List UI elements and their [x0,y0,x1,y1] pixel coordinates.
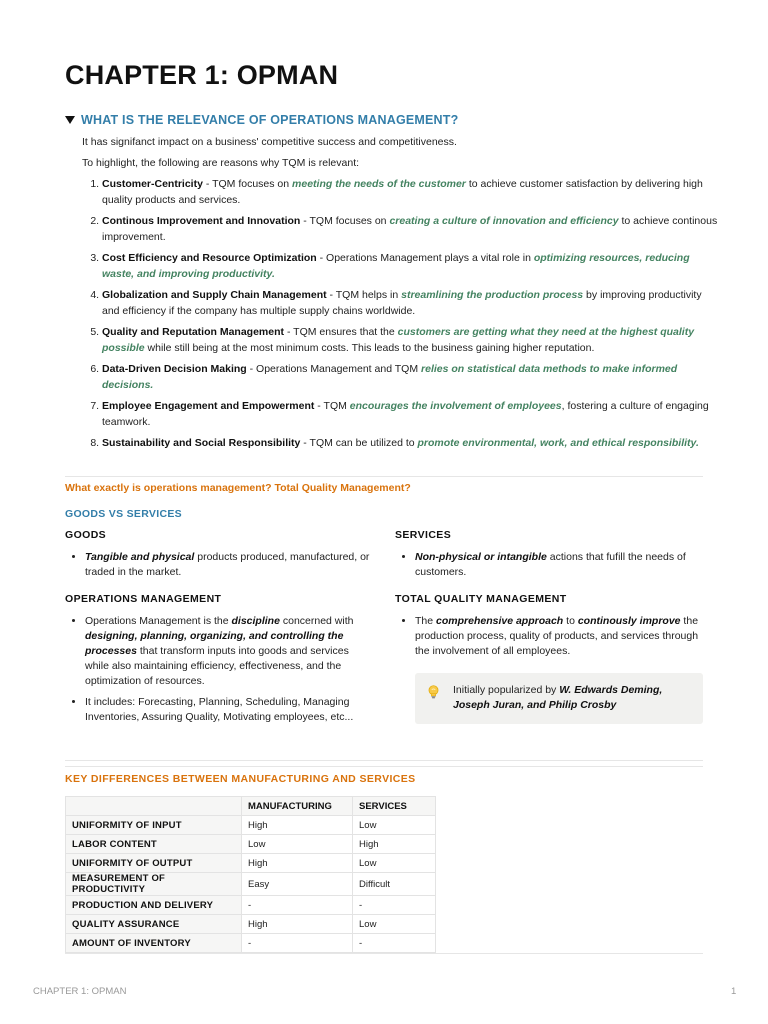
callout-names: W. Edwards Deming, Joseph Juran, and Philip Crosby [453,684,663,711]
table-cell: High [242,854,353,873]
intro-paragraph-1: It has signifanct impact on a business' competitive success and competitiveness. [82,136,457,148]
page-title: CHAPTER 1: OPMAN [65,60,339,90]
list-item [415,614,705,659]
reason-text: - TQM focuses on [202,178,293,190]
row-header: PRODUCTION AND DELIVERY [66,896,242,915]
reason-highlight: promote environmental, work, and ethical responsibility. [417,437,699,449]
tqm-key-term: comprehensive approach [436,615,564,627]
table-cell: - [242,896,353,915]
opman-heading: OPERATIONS MANAGEMENT [65,593,222,605]
list-item [102,436,722,452]
table-row [66,873,436,896]
reason-title: Employee Engagement and Empowerment [102,400,315,412]
opman-text: that transform inputs into goods and services while also maintaining efficiency, effectiveness, and the optimization of resources. [85,645,349,687]
table-cell: Low [353,816,436,835]
reason-text: - TQM focuses on [300,215,390,227]
list-item [85,550,375,580]
divider [65,766,703,767]
reason-highlight: streamlining the production process [401,289,584,301]
table-cell: High [353,835,436,854]
table-row [66,934,436,953]
row-header: QUALITY ASSURANCE [66,915,242,934]
reason-text: - TQM ensures that the [284,326,398,338]
reason-text: - Operations Management and TQM [246,363,422,375]
tqm-text: the production process, quality of products, and services through the involvement of all employees. [415,615,699,657]
table-header-cell [66,797,242,816]
callout-text [453,683,698,713]
list-item [102,325,722,356]
list-item [85,695,375,725]
reason-title: Quality and Reputation Management [102,326,285,338]
services-heading: SERVICES [395,529,452,541]
services-list [395,550,705,586]
opman-text: It includes: Forecasting, Planning, Scheduling, Managing Inventories, Assuring Quality, Motivating employees, etc... [85,696,354,723]
table-cell: Difficult [353,873,436,896]
reason-text: - Operations Management plays a vital role in [316,252,534,264]
lightbulb-icon [427,685,440,699]
reason-title: Data-Driven Decision Making [102,363,247,375]
table-cell: Easy [242,873,353,896]
reason-text: to achieve customer satisfaction by delivering high quality products and services. [102,178,703,206]
divider [65,760,703,761]
table-cell: - [353,896,436,915]
reason-title: Cost Efficiency and Resource Optimization [102,252,317,264]
reason-highlight: customers are getting what they need at the highest quality possible [102,326,695,354]
row-header: MEASUREMENT OF PRODUCTIVITY [66,873,242,896]
goods-text: products produced, manufactured, or traded in the market. [85,551,370,578]
reason-text: while still being at the most minimum costs. This leads to the business gaining higher reputation. [144,341,595,354]
list-item [102,288,722,319]
goods-vs-services-heading: GOODS VS SERVICES [65,508,182,520]
list-item [415,550,705,580]
footer-title: CHAPTER 1: OPMAN [33,986,127,997]
toggle-heading[interactable] [65,113,458,127]
list-item [102,177,722,208]
reason-highlight: optimizing resources, reducing waste, and improving productivity. [102,252,690,280]
question-heading: What exactly is operations management? Total Quality Management? [65,482,411,494]
reason-title: Sustainability and Social Responsibility [102,437,301,449]
table-cell: Low [353,915,436,934]
toggle-triangle-icon[interactable] [65,116,75,124]
reason-text: by improving productivity and efficiency if the company has multiple supply chains worldwide. [102,289,702,317]
reason-title: Globalization and Supply Chain Management [102,289,327,301]
reason-text: , fostering a culture of engaging teamwork. [102,400,709,428]
list-item [102,399,722,430]
table-header-cell: MANUFACTURING [242,797,353,816]
opman-list [65,614,375,731]
toggle-title: WHAT IS THE RELEVANCE OF OPERATIONS MANAGEMENT? [81,113,459,127]
goods-heading: GOODS [65,529,107,541]
row-header: UNIFORMITY OF OUTPUT [66,854,242,873]
opman-text: concerned with [279,615,354,627]
reason-highlight: relies on statistical data methods to make informed decisions. [102,363,678,391]
callout-prefix: Initially popularized by [453,684,560,696]
tqm-key-term: continously improve [577,615,681,627]
table-row [66,854,436,873]
reason-text: - TQM [314,400,350,412]
tqm-text: to [563,615,578,627]
list-item [85,614,375,689]
tqm-heading: TOTAL QUALITY MANAGEMENT [395,593,567,605]
reason-title: Continous Improvement and Innovation [102,215,301,227]
row-header: AMOUNT OF INVENTORY [66,934,242,953]
table-row [66,915,436,934]
list-item [102,362,722,393]
list-item [102,251,722,282]
intro-paragraph-2: To highlight, the following are reasons why TQM is relevant: [82,157,360,169]
page-number: 1 [731,986,737,997]
reason-highlight: meeting the needs of the customer [292,178,466,190]
table-cell: Low [353,854,436,873]
table-row [66,835,436,854]
opman-text: Operations Management is the [85,615,232,627]
reason-highlight: encourages the involvement of employees [349,400,562,412]
reason-title: Customer-Centricity [102,178,203,190]
reason-text: - TQM can be utilized to [300,437,418,449]
tqm-text: The [415,615,437,627]
comparison-table [65,796,436,953]
services-text: actions that fufill the needs of customers. [415,551,686,578]
table-cell: High [242,915,353,934]
tqm-list [395,614,705,665]
table-cell: Low [242,835,353,854]
goods-list [65,550,375,586]
row-header: LABOR CONTENT [66,835,242,854]
table-header-cell: SERVICES [353,797,436,816]
opman-key-term: designing, planning, organizing, and controlling the processes [85,630,344,657]
reason-highlight: creating a culture of innovation and efficiency [389,215,619,227]
services-key-term: Non-physical or intangible [415,551,547,563]
divider [65,953,703,954]
table-row [66,896,436,915]
list-item [102,214,722,245]
reason-text: to achieve continous improvement. [102,215,718,243]
table-cell: - [353,934,436,953]
reason-text: - TQM helps in [326,289,402,301]
table-cell: - [242,934,353,953]
table-row [66,816,436,835]
table-cell: High [242,816,353,835]
opman-key-term: discipline [231,615,280,627]
divider [65,476,703,477]
row-header: UNIFORMITY OF INPUT [66,816,242,835]
callout-box [415,673,703,724]
reasons-list [82,177,722,458]
table-header-row [66,797,436,816]
key-differences-heading: KEY DIFFERENCES BETWEEN MANUFACTURING AND SERVICES [65,773,416,785]
goods-key-term: Tangible and physical [85,551,195,563]
